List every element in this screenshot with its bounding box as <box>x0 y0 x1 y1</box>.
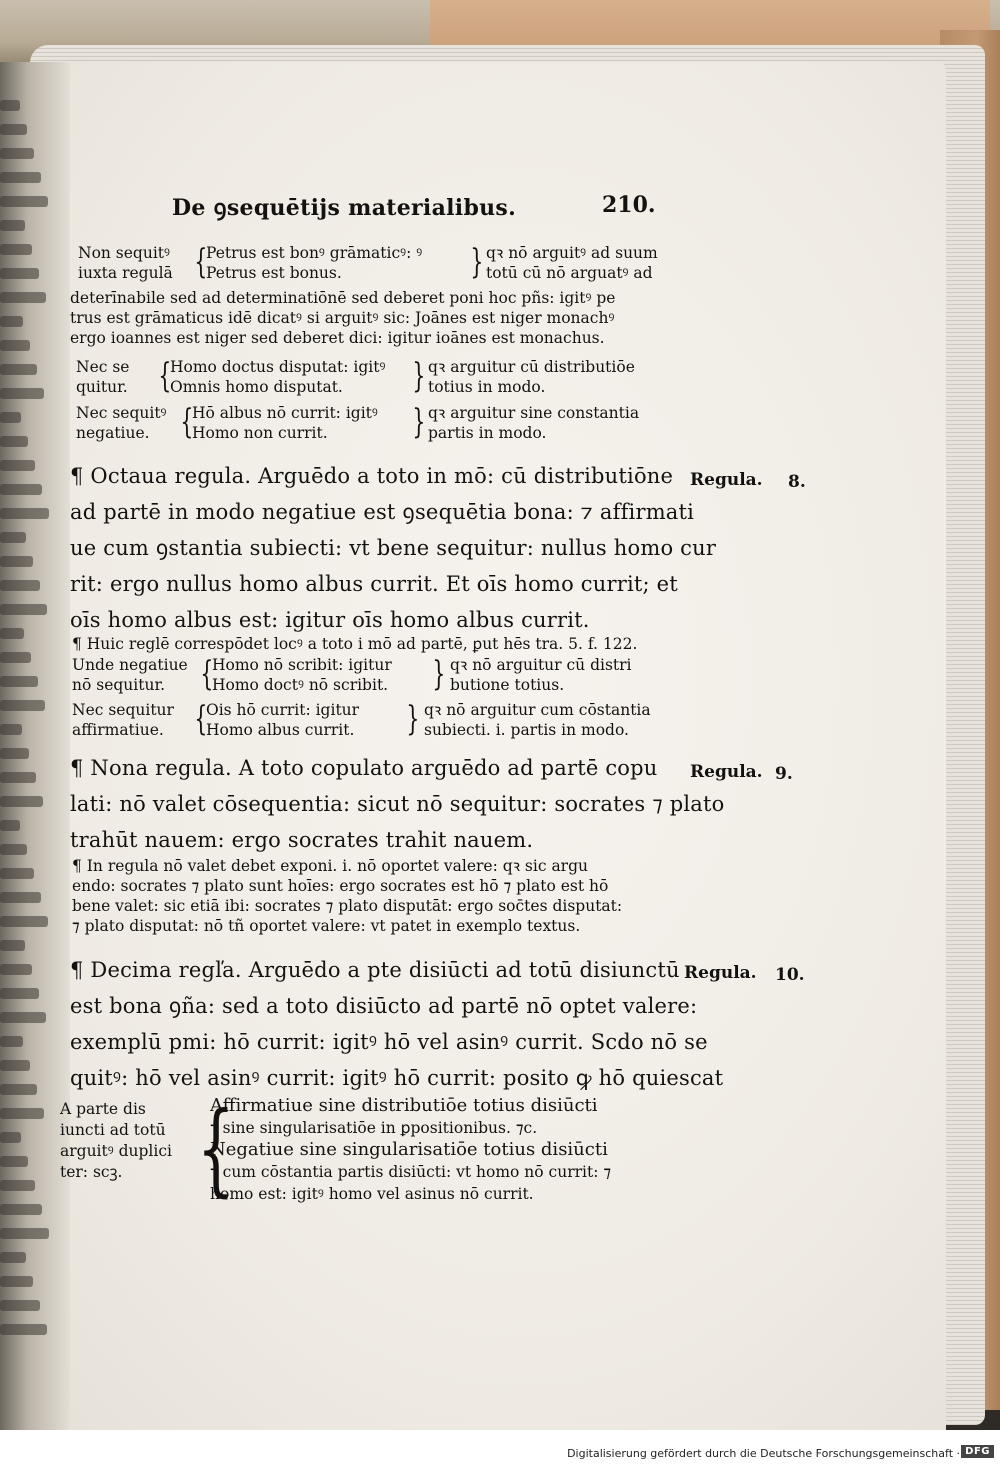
note: ¶ Huic reglē correspōdet locꝰ a toto i mō ad partē, ꝑut hēs tra. 5. f. 122. <box>72 635 638 653</box>
facing-page-text-line <box>0 724 22 735</box>
example-lead: Nec sequitur affirmatiue. <box>72 701 174 739</box>
facing-page-text-line <box>0 652 31 663</box>
facing-page-text-line <box>0 628 24 639</box>
facing-page-text-line <box>0 940 25 951</box>
example-lead: Nec se quitur. <box>76 358 130 396</box>
facing-page-text-line <box>0 772 36 783</box>
margin-rule-label: Regula. <box>690 470 763 490</box>
brace-close: } <box>470 242 484 282</box>
running-header <box>172 192 656 222</box>
facing-page-text-line <box>0 1228 49 1239</box>
example-premises: Homo nō scribit: igitur Homo doctꝰ nō scribit. <box>212 656 392 694</box>
running-title: De ꝯsequētijs materialibus. <box>172 195 517 221</box>
facing-page-text-line <box>0 892 41 903</box>
example-premises: Ois hō currit: igitur Homo albus currit. <box>206 701 360 739</box>
facing-page-text-line <box>0 916 48 927</box>
facing-page-text-line <box>0 220 25 231</box>
facing-page-text-line <box>0 508 49 519</box>
example-block <box>72 655 682 697</box>
example-reason: qꝛ nō arguitꝰ ad suum totū cū nō arguatꝰ ad <box>486 244 658 282</box>
facing-page-text-line <box>0 244 32 255</box>
margin-rule-label: Regula. <box>690 762 763 782</box>
facing-page-text-line <box>0 580 40 591</box>
facing-page-text-line <box>0 1156 28 1167</box>
rule-paragraph: ¶ Nona regula. A toto copulato arguēdo ad partē copu lati: nō valet cōsequentia: sicut nō sequitur: socrates ⁊ plato trahūt nauem: ergo socrates trahit nauem. <box>70 756 725 852</box>
example-lead: Non sequitꝰ iuxta regulā <box>78 244 173 282</box>
example-premises: Hō albus nō currit: igitꝰ Homo non currit. <box>192 404 378 442</box>
facing-page-text-line <box>0 844 27 855</box>
division-block <box>60 1090 700 1215</box>
example-reason: qꝛ arguitur cū distributiōe totius in modo. <box>428 358 635 396</box>
facing-page-text-line <box>0 364 37 375</box>
brace-open: { <box>194 699 208 739</box>
facing-page-text-line <box>0 388 44 399</box>
folio-number: 210. <box>602 192 656 218</box>
brace-open: { <box>180 402 194 442</box>
margin-rule-label: Regula. <box>684 963 757 983</box>
facing-page-text-line <box>0 412 21 423</box>
example-reason: qꝛ arguitur sine constantia partis in modo. <box>428 404 640 442</box>
brace-open: { <box>158 356 172 396</box>
brace-open: { <box>200 654 214 694</box>
example-block <box>78 243 688 285</box>
facing-page-text-line <box>0 1324 47 1335</box>
example-block <box>76 357 686 399</box>
brace-open: { <box>196 1090 235 1207</box>
facing-page-text-line <box>0 1276 33 1287</box>
example-block <box>76 403 686 445</box>
facing-page-text-line <box>0 196 48 207</box>
facing-page-text-line <box>0 1060 30 1071</box>
facing-page-text-line <box>0 268 39 279</box>
brace-open: { <box>194 242 208 282</box>
example-reason: qꝛ nō arguitur cū distri butione totius. <box>450 656 632 694</box>
facing-page-text-line <box>0 316 23 327</box>
facing-page-text-line <box>0 988 39 999</box>
facing-page-text-line <box>0 700 45 711</box>
facing-page-text-line <box>0 148 34 159</box>
example-premises: Petrus est bonꝰ grāmaticꝰ: ꝰ Petrus est bonus. <box>206 244 423 282</box>
dfg-logo: DFG <box>961 1445 994 1458</box>
facing-page-text-line <box>0 340 30 351</box>
facing-page-text-line <box>0 604 47 615</box>
facing-page-text-line <box>0 964 32 975</box>
facing-page-text-line <box>0 1204 42 1215</box>
brace-close: } <box>412 402 426 442</box>
facing-page-text-line <box>0 1108 44 1119</box>
margin-rule-number: 8. <box>788 472 806 492</box>
example-premises: Homo doctus disputat: igitꝰ Omnis homo disputat. <box>170 358 386 396</box>
brace-close: } <box>406 699 420 739</box>
facing-page-text-line <box>0 460 35 471</box>
facing-page-edge <box>0 100 62 1400</box>
facing-page-text-line <box>0 1084 37 1095</box>
division-items: Affirmatiue sine distributiōe totius disiūcti ⁊ sine singularisatiōe in ꝑpositionibus. ⁊c. Negatiue sine singularisatiōe totius disiūcti ⁊ cum cōstantia partis disiūcti: vt homo nō currit: ⁊ homo est: igitꝰ homo vel asinus nō currit. <box>210 1095 612 1203</box>
facing-page-text-line <box>0 676 38 687</box>
facing-page-text-line <box>0 556 33 567</box>
example-reason: qꝛ nō arguitur cum cōstantia subiecti. i. partis in modo. <box>424 701 651 739</box>
facing-page-text-line <box>0 292 46 303</box>
margin-rule-number: 9. <box>775 764 793 784</box>
facing-page-text-line <box>0 124 27 135</box>
facing-page-text-line <box>0 436 28 447</box>
facing-page-text-line <box>0 1036 23 1047</box>
rule-paragraph: ¶ Decima regľa. Arguēdo a pte disiūcti ad totū disiunctū est bona ꝯña: sed a toto disiūcto ad partē nō optet valere: exemplū pmi: hō currit: igitꝰ hō vel asinꝰ currit. Scdo nō se quitꝰ: hō vel asinꝰ currit: igitꝰ hō currit: posito ꝙ hō quiescat <box>70 958 724 1090</box>
paragraph: deterīnabile sed ad determinatiōnē sed deberet poni hoc pñs: igitꝰ pe trus est grāmaticus idē dicatꝰ si arguitꝰ sic: Joānes est niger monachꝰ ergo ioannes est niger sed deberet dici: igitur ioānes est monachus. <box>70 289 616 347</box>
facing-page-text-line <box>0 100 20 111</box>
division-lead: A parte dis iuncti ad totū arguitꝰ duplici ter: scꝫ. <box>60 1100 172 1181</box>
facing-page-text-line <box>0 868 34 879</box>
digitization-credit: Digitalisierung gefördert durch die Deutsche Forschungsgemeinschaft · <box>567 1447 960 1460</box>
facing-page-text-line <box>0 1252 26 1263</box>
brace-close: } <box>432 654 446 694</box>
facing-page-text-line <box>0 484 42 495</box>
example-block <box>72 700 682 742</box>
facing-page-text-line <box>0 1300 40 1311</box>
facing-page-text-line <box>0 796 43 807</box>
brace-close: } <box>412 356 426 396</box>
example-lead: Nec sequitꝰ negatiue. <box>76 404 167 442</box>
facing-page-text-line <box>0 1132 21 1143</box>
facing-page-text-line <box>0 748 29 759</box>
note: ¶ In regula nō valet debet exponi. i. nō oportet valere: qꝛ sic argu endo: socrates ⁊ plato sunt hoīes: ergo socrates est hō ⁊ plato est hō bene valet: sic etiā ibi: socrates ⁊ plato disputāt: ergo soc̄tes disputat: ⁊ plato disputat: nō tñ oportet valere: vt patet in exemplo textus. <box>72 857 623 935</box>
facing-page-text-line <box>0 1012 46 1023</box>
facing-page-text-line <box>0 1180 35 1191</box>
rule-paragraph: ¶ Octaua regula. Arguēdo a toto in mō: cū distributiōne ad partē in modo negatiue est ꝯsequētia bona: ⁊ affirmati ue cum ꝯstantia subiecti: vt bene sequitur: nullus homo cur rit: ergo nullus homo albus currit. Et oīs homo currit; et oīs homo albus est: igitur oīs homo albus currit. <box>70 464 717 632</box>
facing-page-text-line <box>0 172 41 183</box>
facing-page-text-line <box>0 532 26 543</box>
margin-rule-number: 10. <box>775 965 805 985</box>
facing-page-text-line <box>0 820 20 831</box>
example-lead: Unde negatiue nō sequitur. <box>72 656 188 694</box>
